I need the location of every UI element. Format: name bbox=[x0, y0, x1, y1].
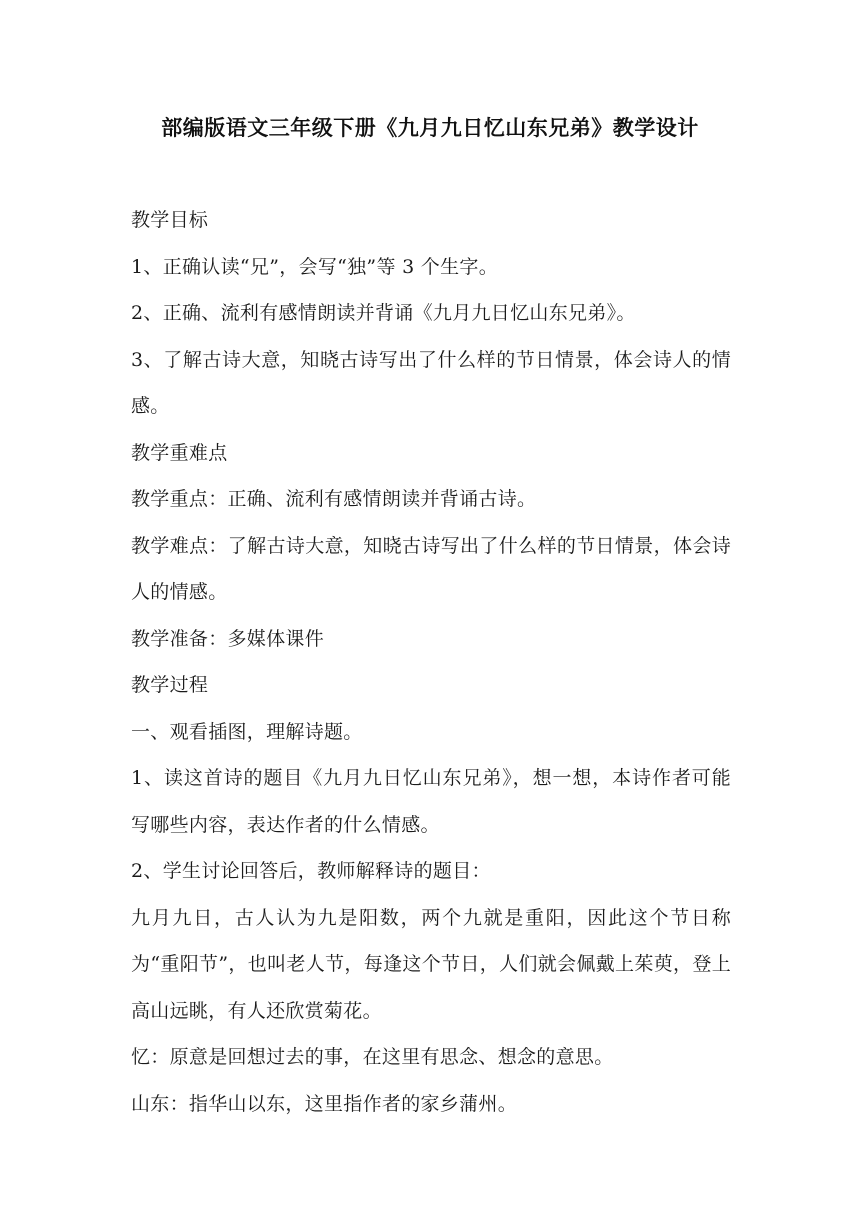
goal-item-3: 3、了解古诗大意，知晓古诗写出了什么样的节日情景，体会诗人的情感。 bbox=[131, 348, 731, 417]
section-heading-goals: 教学目标 bbox=[131, 209, 209, 231]
key-point-paragraph: 教学重点：正确、流利有感情朗读并背诵古诗。 bbox=[131, 488, 537, 510]
document-body bbox=[131, 197, 731, 1127]
preparation-paragraph: 教学准备：多媒体课件 bbox=[131, 627, 325, 650]
difficult-point-paragraph: 教学难点：了解古诗大意，知晓古诗写出了什么样的节日情景，体会诗人的情感。 bbox=[131, 534, 731, 603]
process-item-1: 1、读这首诗的题目《九月九日忆山东兄弟》，想一想，本诗作者可能写哪些内容，表达作者的什么情感。 bbox=[131, 767, 731, 836]
section-heading-key-points: 教学重难点 bbox=[131, 441, 228, 464]
process-step-heading-1: 一、观看插图，理解诗题。 bbox=[131, 720, 363, 743]
explanation-yi: 忆：原意是回想过去的事，在这里有思念、想念的意思。 bbox=[131, 1046, 614, 1068]
process-item-2: 2、学生讨论回答后，教师解释诗的题目： bbox=[131, 860, 491, 882]
explanation-double-ninth: 九月九日，古人认为九是阳数，两个九就是重阳，因此这个节日称为“重阳节”，也叫老人节，每逢这个节日，人们就会佩戴上茱萸，登上高山远眺，有人还欣赏菊花。 bbox=[131, 906, 731, 1022]
document-title: 部编版语文三年级下册《九月九日忆山东兄弟》教学设计 bbox=[161, 116, 699, 140]
section-heading-process: 教学过程 bbox=[131, 674, 209, 696]
goal-item-2: 2、正确、流利有感情朗读并背诵《九月九日忆山东兄弟》。 bbox=[131, 302, 636, 324]
explanation-shandong: 山东：指华山以东，这里指作者的家乡蒲州。 bbox=[131, 1092, 518, 1115]
goal-item-1: 1、正确认读“兄”，会写“独”等 3 个生字。 bbox=[131, 255, 499, 278]
